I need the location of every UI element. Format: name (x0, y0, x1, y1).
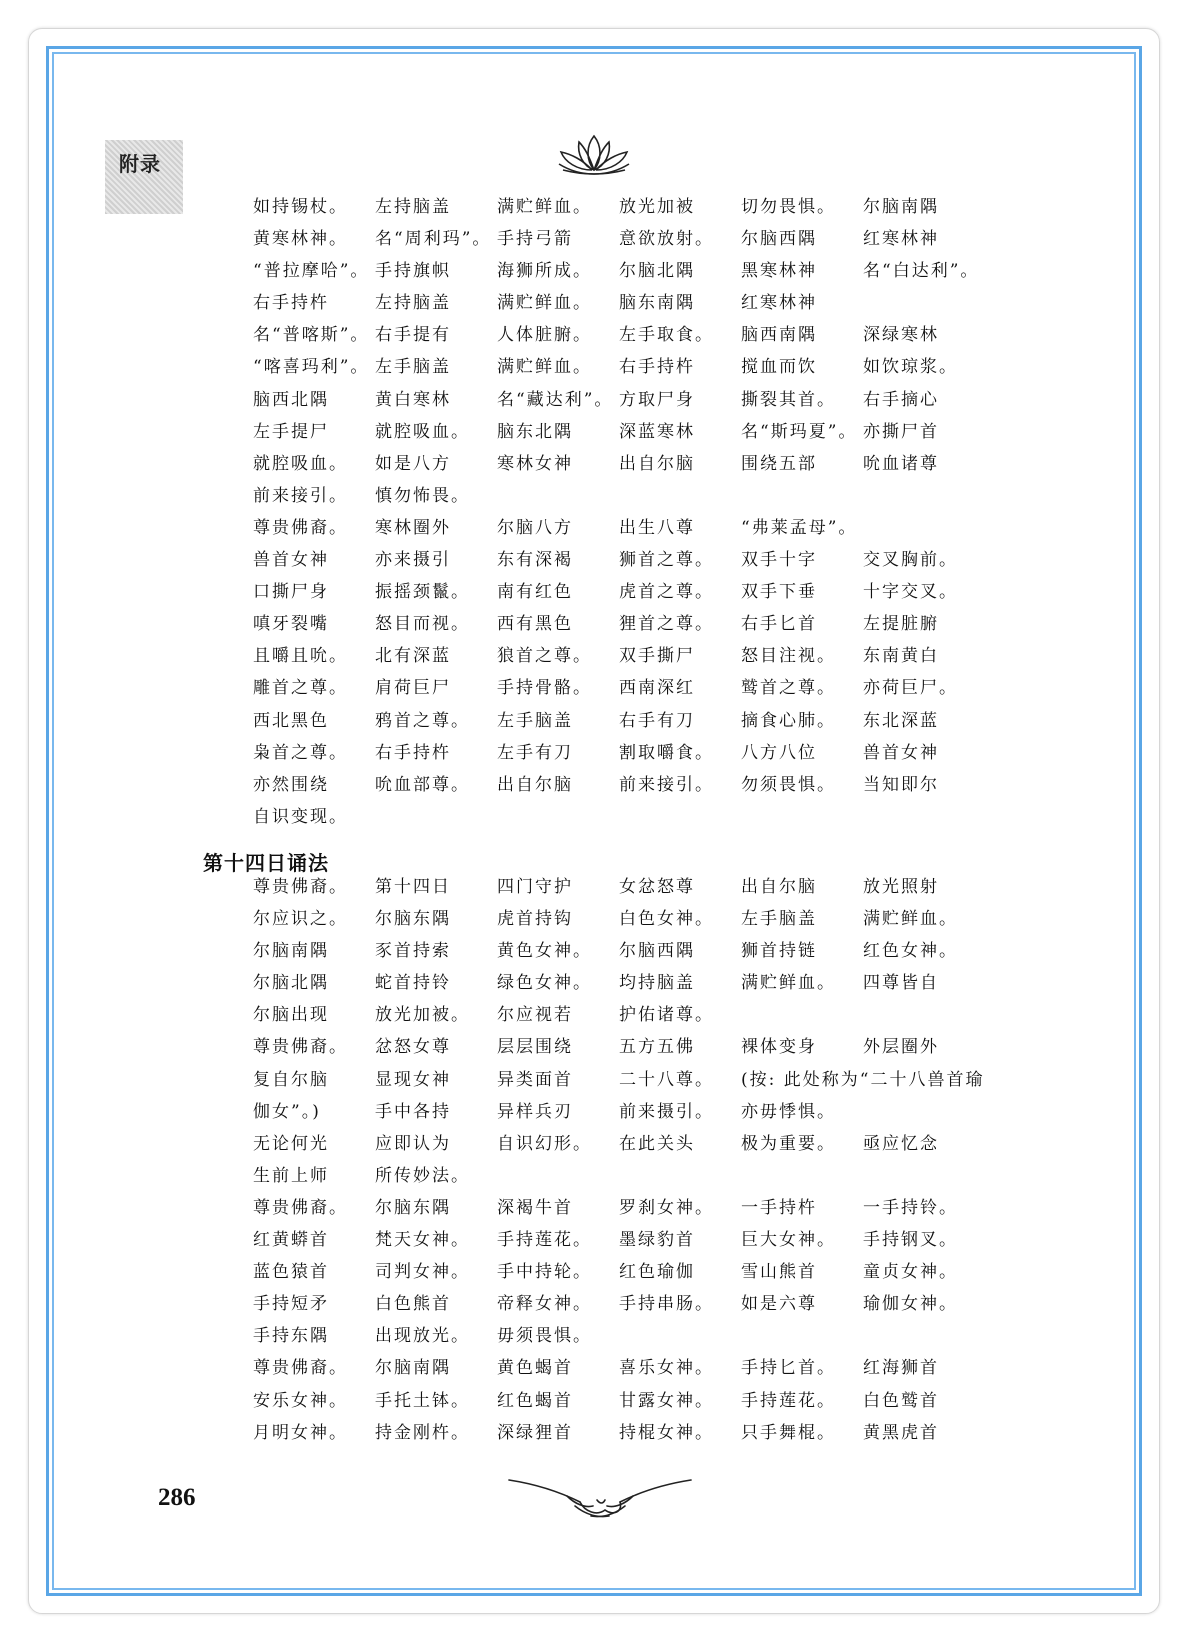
verse-phrase: 生前上师 (253, 1165, 329, 1186)
verse-phrase: 蓝色猿首 (253, 1262, 329, 1283)
verse-phrase: 放光照射 (863, 877, 939, 897)
verse-phrase: 手持串肠。 (619, 1294, 714, 1315)
verse-phrase: 手中各持 (375, 1101, 451, 1122)
verse-phrase: 肩荷巨尸 (375, 678, 451, 699)
verse-phrase: 慎勿怖畏。 (375, 485, 470, 506)
verse-phrase: 出自尔脑 (497, 774, 573, 795)
verse-phrase: 搅血而饮 (741, 357, 817, 378)
verse-phrase: 罗刹女神。 (619, 1197, 714, 1218)
verse-phrase: 吮血诸尊 (863, 453, 939, 474)
verse-phrase: 只手舞棍。 (741, 1422, 836, 1443)
verse-phrase: 尊贵佛裔。 (253, 1197, 348, 1218)
verse-phrase: 五方五佛 (619, 1037, 695, 1058)
verse-phrase: 出现放光。 (375, 1326, 470, 1347)
verse-phrase: 左手提尸 (253, 421, 329, 442)
verse-phrase: 深褐牛首 (497, 1197, 573, 1218)
verse-phrase: 童贞女神。 (863, 1262, 958, 1283)
verse-phrase: 满贮鲜血。 (741, 973, 836, 994)
verse-phrase: 前来接引。 (619, 774, 714, 795)
verse-phrase: 如是六尊 (741, 1294, 817, 1315)
verse-phrase: 手持旗帜 (375, 261, 451, 282)
verse-phrase: 寒林女神 (497, 453, 573, 474)
verse-phrase: 极为重要。 (741, 1133, 836, 1154)
verse-phrase: 出生八尊 (619, 517, 695, 538)
verse-phrase: 甘露女神。 (619, 1390, 714, 1411)
verse-phrase: 持棍女神。 (619, 1422, 714, 1443)
verse-phrase: 西北黑色 (253, 710, 329, 731)
verse-phrase: 左手有刀 (497, 742, 573, 763)
verse-phrase: 手持东隅 (253, 1326, 329, 1347)
verse-phrase: 尔应视若 (497, 1005, 573, 1026)
verse-phrase: 在此关头 (619, 1133, 695, 1154)
verse-phrase: 兽首女神 (253, 550, 329, 571)
verse-phrase: 白色熊首 (375, 1294, 451, 1315)
verse-phrase: 忿怒女尊 (375, 1037, 451, 1058)
verse-phrase: 尔脑西隅 (741, 229, 817, 250)
verse-phrase: 如饮琼浆。 (863, 357, 958, 378)
verse-phrase: 满贮鲜血。 (497, 197, 592, 217)
section-title: 第十四日诵法 (203, 851, 329, 875)
verse-phrase: 鹫首之尊。 (741, 678, 836, 699)
verse-phrase: 脑西南隅 (741, 325, 817, 346)
verse-phrase: 左提脏腑 (863, 614, 939, 635)
verse-phrase: 安乐女神。 (253, 1390, 348, 1411)
verse-phrase: 右手摘心 (863, 389, 939, 410)
verse-phrase: 切勿畏惧。 (741, 197, 836, 217)
verse-phrase: 手持莲花。 (497, 1230, 592, 1251)
verse-phrase: 雕首之尊。 (253, 678, 348, 699)
verse-phrase: 口撕尸身 (253, 582, 329, 603)
verse-phrase: 尔脑东隅 (375, 909, 451, 930)
verse-phrase: 尔脑八方 (497, 517, 573, 538)
verse-phrase: 且嚼且吮。 (253, 646, 348, 667)
verse-phrase: 深绿狸首 (497, 1422, 573, 1443)
verse-phrase: 手持骨骼。 (497, 678, 592, 699)
verse-phrase: 名“周利玛”。 (375, 229, 492, 250)
verse-phrase: 四门守护 (497, 877, 573, 897)
verse-phrase: 喜乐女神。 (619, 1358, 714, 1379)
verse-phrase: 亦撕尸首 (863, 421, 939, 442)
verse-phrase: 尔脑北隅 (619, 261, 695, 282)
verse-phrase: 亟应忆念 (863, 1133, 939, 1154)
verse-phrase: 深绿寒林 (863, 325, 939, 346)
verse-phrase: 红寒林神 (863, 229, 939, 250)
verse-phrase: 尔脑北隅 (253, 973, 329, 994)
verse-phrase: 兽首女神 (863, 742, 939, 763)
verse-phrase: 方取尸身 (619, 389, 695, 410)
verse-phrase: 西有黑色 (497, 614, 573, 635)
verse-phrase: 东南黄白 (863, 646, 939, 667)
verse-phrase: 黄寒林神。 (253, 229, 348, 250)
verse-phrase: 尔应识之。 (253, 909, 348, 930)
verse-phrase: 绿色女神。 (497, 973, 592, 994)
verse-phrase: 白色鹫首 (863, 1390, 939, 1411)
verse-phrase: 手持匕首。 (741, 1358, 836, 1379)
verse-phrase: 女忿怒尊 (619, 877, 695, 897)
verse-phrase: 名“藏达利”。 (497, 389, 614, 410)
verse-phrase: 伽女”。) (253, 1101, 321, 1122)
verse-phrase: 双手下垂 (741, 582, 817, 603)
verse-phrase: 红色瑜伽 (619, 1262, 695, 1283)
verse-phrase: 尔脑西隅 (619, 941, 695, 962)
verse-phrase: 鸦首之尊。 (375, 710, 470, 731)
verse-phrase: 狸首之尊。 (619, 614, 714, 635)
verse-phrase: 瑜伽女神。 (863, 1294, 958, 1315)
verse-phrase: 当知即尔 (863, 774, 939, 795)
verse-phrase: 南有红色 (497, 582, 573, 603)
verse-phrase: 白色女神。 (619, 909, 714, 930)
verse-phrase: 就腔吸血。 (253, 453, 348, 474)
verse-phrase: 护佑诸尊。 (619, 1005, 714, 1026)
verse-phrase: 一手持铃。 (863, 1197, 958, 1218)
verse-phrase: 勿须畏惧。 (741, 774, 836, 795)
verse-phrase: 满贮鲜血。 (497, 293, 592, 314)
verse-phrase: 双手撕尸 (619, 646, 695, 667)
verse-phrase: 名“白达利”。 (863, 261, 980, 282)
verse-phrase: (按: 此处称为“二十八兽首瑜 (741, 1069, 985, 1090)
verse-phrase: 月明女神。 (253, 1422, 348, 1443)
verse-phrase: 黄色女神。 (497, 941, 592, 962)
verse-phrase: 海狮所成。 (497, 261, 592, 282)
verse-phrase: 四尊皆自 (863, 973, 939, 994)
verse-phrase: 红黄蟒首 (253, 1230, 329, 1251)
verse-phrase: 尔脑东隅 (375, 1197, 451, 1218)
verse-phrase: 红寒林神 (741, 293, 817, 314)
verse-phrase: 前来摄引。 (619, 1101, 714, 1122)
verse-phrase: 深蓝寒林 (619, 421, 695, 442)
verse-phrase: 枭首之尊。 (253, 742, 348, 763)
verse-phrase: 复自尔脑 (253, 1069, 329, 1090)
verse-phrase: 异类面首 (497, 1069, 573, 1090)
verse-phrase: 左手脑盖 (375, 357, 451, 378)
verse-phrase: 尊贵佛裔。 (253, 1037, 348, 1058)
verse-phrase: 东北深蓝 (863, 710, 939, 731)
verse-phrase: 手持弓箭 (497, 229, 573, 250)
verse-phrase: 右手提有 (375, 325, 451, 346)
folded-hands-icon (505, 1470, 695, 1522)
appendix-label: 附录 (119, 152, 161, 176)
verse-phrase: 持金刚杵。 (375, 1422, 470, 1443)
verse-phrase: 狼首之尊。 (497, 646, 592, 667)
verse-phrase: 放光加被。 (375, 1005, 470, 1026)
verse-phrase: 脑东北隅 (497, 421, 573, 442)
verse-phrase: 外层圈外 (863, 1037, 939, 1058)
verse-phrase: 左持脑盖 (375, 293, 451, 314)
verse-phrase: 尔脑南隅 (375, 1358, 451, 1379)
verse-phrase: 红色蝎首 (497, 1390, 573, 1411)
page-number: 286 (158, 1484, 196, 1511)
verse-phrase: 红色女神。 (863, 941, 958, 962)
verse-phrase: 出自尔脑 (741, 877, 817, 897)
verse-phrase: 尊贵佛裔。 (253, 1358, 348, 1379)
verse-phrase: 应即认为 (375, 1133, 451, 1154)
verse-phrase: 前来接引。 (253, 485, 348, 506)
verse-phrase: 黑寒林神 (741, 261, 817, 282)
verse-phrase: 吮血部尊。 (375, 774, 470, 795)
verse-phrase: 手中持轮。 (497, 1262, 592, 1283)
verse-phrase: 手持钢叉。 (863, 1230, 958, 1251)
verse-phrase: 帝释女神。 (497, 1294, 592, 1315)
verse-phrase: 显现女神 (375, 1069, 451, 1090)
verse-phrase: 怒目注视。 (741, 646, 836, 667)
verse-phrase: 名“普喀斯”。 (253, 325, 370, 346)
verse-phrase: 层层围绕 (497, 1037, 573, 1058)
verse-phrase: 一手持杵 (741, 1197, 817, 1218)
verse-phrase: 就腔吸血。 (375, 421, 470, 442)
verse-phrase: 西南深红 (619, 678, 695, 699)
verse-phrase: 尔脑南隅 (863, 197, 939, 217)
verse-phrase: 东有深褐 (497, 550, 573, 571)
verse-phrase: “弗莱孟母”。 (741, 517, 858, 538)
verse-phrase: 尔脑出现 (253, 1005, 329, 1026)
verse-phrase: 黄色蝎首 (497, 1358, 573, 1379)
verse-phrase: 墨绿豹首 (619, 1230, 695, 1251)
verse-phrase: 脑西北隅 (253, 389, 329, 410)
verse-phrase: 手持短矛 (253, 1294, 329, 1315)
verse-phrase: 振摇颈鬣。 (375, 582, 470, 603)
verse-phrase: 右手持杵 (253, 293, 329, 314)
verse-phrase: 所传妙法。 (375, 1165, 470, 1186)
verse-phrase: 右手匕首 (741, 614, 817, 635)
verse-phrase: 出自尔脑 (619, 453, 695, 474)
verse-phrase: “普拉摩哈”。 (253, 261, 370, 282)
verse-phrase: 第十四日 (375, 877, 451, 897)
verse-phrase: 脑东南隅 (619, 293, 695, 314)
verse-phrase: 如是八方 (375, 453, 451, 474)
verse-phrase: 左手脑盖 (741, 909, 817, 930)
verse-phrase: 均持脑盖 (619, 973, 695, 994)
verse-phrase: 黄白寒林 (375, 389, 451, 410)
appendix-tag (105, 140, 183, 214)
verse-phrase: 二十八尊。 (619, 1069, 714, 1090)
verse-phrase: 毋须畏惧。 (497, 1326, 592, 1347)
verse-phrase: 割取嚼食。 (619, 742, 714, 763)
verse-phrase: 蛇首持铃 (375, 973, 451, 994)
verse-phrase: 尊贵佛裔。 (253, 877, 348, 897)
verse-phrase: 右手持杵 (619, 357, 695, 378)
verse-phrase: 围绕五部 (741, 453, 817, 474)
verse-phrase: 十字交叉。 (863, 582, 958, 603)
verse-phrase: 虎首之尊。 (619, 582, 714, 603)
verse-phrase: 自识变现。 (253, 806, 348, 827)
verse-phrase: 司判女神。 (375, 1262, 470, 1283)
verse-phrase: 左持脑盖 (375, 197, 451, 217)
verse-phrase: 尊贵佛裔。 (253, 517, 348, 538)
verse-phrase: 名“斯玛夏”。 (741, 421, 858, 442)
verse-phrase: 自识幻形。 (497, 1133, 592, 1154)
verse-phrase: 放光加被 (619, 197, 695, 217)
verse-phrase: 黄黑虎首 (863, 1422, 939, 1443)
verse-phrase: 虎首持钩 (497, 909, 573, 930)
verse-phrase: 亦毋悸惧。 (741, 1101, 836, 1122)
verse-phrase: 红海狮首 (863, 1358, 939, 1379)
verse-phrase: 手持莲花。 (741, 1390, 836, 1411)
verse-phrase: 左手取食。 (619, 325, 714, 346)
verse-phrase: 满贮鲜血。 (863, 909, 958, 930)
verse-phrase: 北有深蓝 (375, 646, 451, 667)
verse-phrase: 雪山熊首 (741, 1262, 817, 1283)
verse-phrase: 人体脏腑。 (497, 325, 592, 346)
verse-phrase: 如持锡杖。 (253, 197, 348, 217)
verse-phrase: 摘食心肺。 (741, 710, 836, 731)
verse-phrase: 裸体变身 (741, 1037, 817, 1058)
verse-phrase: 狮首之尊。 (619, 550, 714, 571)
verse-phrase: 右手有刀 (619, 710, 695, 731)
verse-phrase: 撕裂其首。 (741, 389, 836, 410)
verse-phrase: 寒林圈外 (375, 517, 451, 538)
verse-phrase: 满贮鲜血。 (497, 357, 592, 378)
verse-phrase: 亦然围绕 (253, 774, 329, 795)
verse-phrase: 梵天女神。 (375, 1230, 470, 1251)
verse-phrase: 无论何光 (253, 1133, 329, 1154)
verse-phrase: 狮首持链 (741, 941, 817, 962)
verse-phrase: 交叉胸前。 (863, 550, 958, 571)
verse-phrase: 嗔牙裂嘴 (253, 614, 329, 635)
verse-phrase: 豕首持索 (375, 941, 451, 962)
verse-phrase: 尔脑南隅 (253, 941, 329, 962)
verse-phrase: 手托土钵。 (375, 1390, 470, 1411)
verse-phrase: 异样兵刃 (497, 1101, 573, 1122)
verse-phrase: 意欲放射。 (619, 229, 714, 250)
lotus-icon (555, 130, 633, 180)
verse-phrase: 八方八位 (741, 742, 817, 763)
verse-phrase: 怒目而视。 (375, 614, 470, 635)
verse-phrase: “喀喜玛利”。 (253, 357, 370, 378)
verse-phrase: 亦来摄引 (375, 550, 451, 571)
verse-phrase: 亦荷巨尸。 (863, 678, 958, 699)
verse-phrase: 右手持杵 (375, 742, 451, 763)
verse-phrase: 左手脑盖 (497, 710, 573, 731)
verse-phrase: 双手十字 (741, 550, 817, 571)
page-border-inner (52, 52, 1136, 1590)
verse-phrase: 巨大女神。 (741, 1230, 836, 1251)
